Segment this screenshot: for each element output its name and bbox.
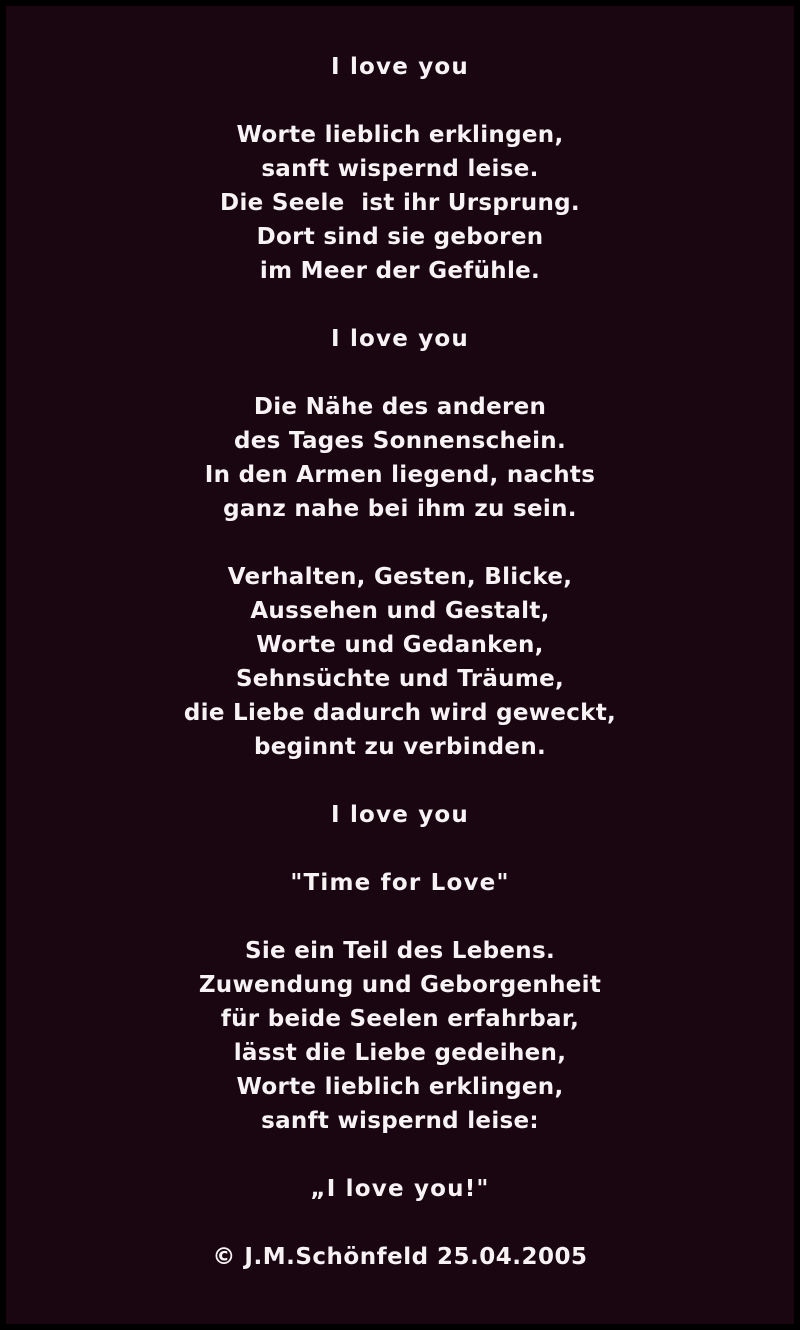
poem-line: sanft wispernd leise. bbox=[261, 156, 539, 182]
title-quote bbox=[6, 866, 794, 900]
poem-line: "Time for Love" bbox=[290, 870, 510, 896]
poem-line: Sie ein Teil des Lebens. bbox=[244, 938, 555, 964]
poem-line: Dort sind sie geboren bbox=[256, 224, 544, 250]
poem-line: © J.M.Schönfeld 25.04.2005 bbox=[212, 1244, 588, 1270]
poem-line: In den Armen liegend, nachts bbox=[204, 462, 596, 488]
poem-line: für beide Seelen erfahrbar, bbox=[220, 1006, 580, 1032]
poem-line: „I love you!" bbox=[310, 1176, 490, 1202]
credit bbox=[6, 1240, 794, 1274]
refrain-1 bbox=[6, 50, 794, 84]
poem-line: Worte lieblich erklingen, bbox=[236, 122, 564, 148]
poem-line: Die Seele ist ihr Ursprung. bbox=[220, 190, 580, 216]
stanza-2 bbox=[6, 390, 794, 526]
closing-line bbox=[6, 1172, 794, 1206]
stanza-4 bbox=[6, 934, 794, 1138]
poem-line: des Tages Sonnenschein. bbox=[233, 428, 567, 454]
poem-line: Worte lieblich erklingen, bbox=[236, 1074, 564, 1100]
poem-text-block bbox=[6, 50, 794, 1274]
poem-line: Zuwendung und Geborgenheit bbox=[198, 972, 602, 998]
refrain-2 bbox=[6, 322, 794, 356]
refrain-3 bbox=[6, 798, 794, 832]
poem-line: I love you bbox=[330, 802, 470, 828]
poem-line: sanft wispernd leise: bbox=[261, 1108, 539, 1134]
poem-line: I love you bbox=[330, 326, 470, 352]
poem-line: die Liebe dadurch wird geweckt, bbox=[183, 700, 617, 726]
stanza-3 bbox=[6, 560, 794, 764]
stanza-1 bbox=[6, 118, 794, 288]
poem-line: Verhalten, Gesten, Blicke, bbox=[227, 564, 573, 590]
poem-line: Worte und Gedanken, bbox=[256, 632, 544, 658]
poem-line: lässt die Liebe gedeihen, bbox=[233, 1040, 567, 1066]
poem-line: I love you bbox=[330, 54, 470, 80]
poem-line: im Meer der Gefühle. bbox=[259, 258, 541, 284]
poem-line: ganz nahe bei ihm zu sein. bbox=[223, 496, 577, 522]
poem-line: Sehnsüchte und Träume, bbox=[235, 666, 565, 692]
poem-line: beginnt zu verbinden. bbox=[253, 734, 547, 760]
poem-line: Aussehen und Gestalt, bbox=[250, 598, 550, 624]
poem-line: Die Nähe des anderen bbox=[253, 394, 547, 420]
